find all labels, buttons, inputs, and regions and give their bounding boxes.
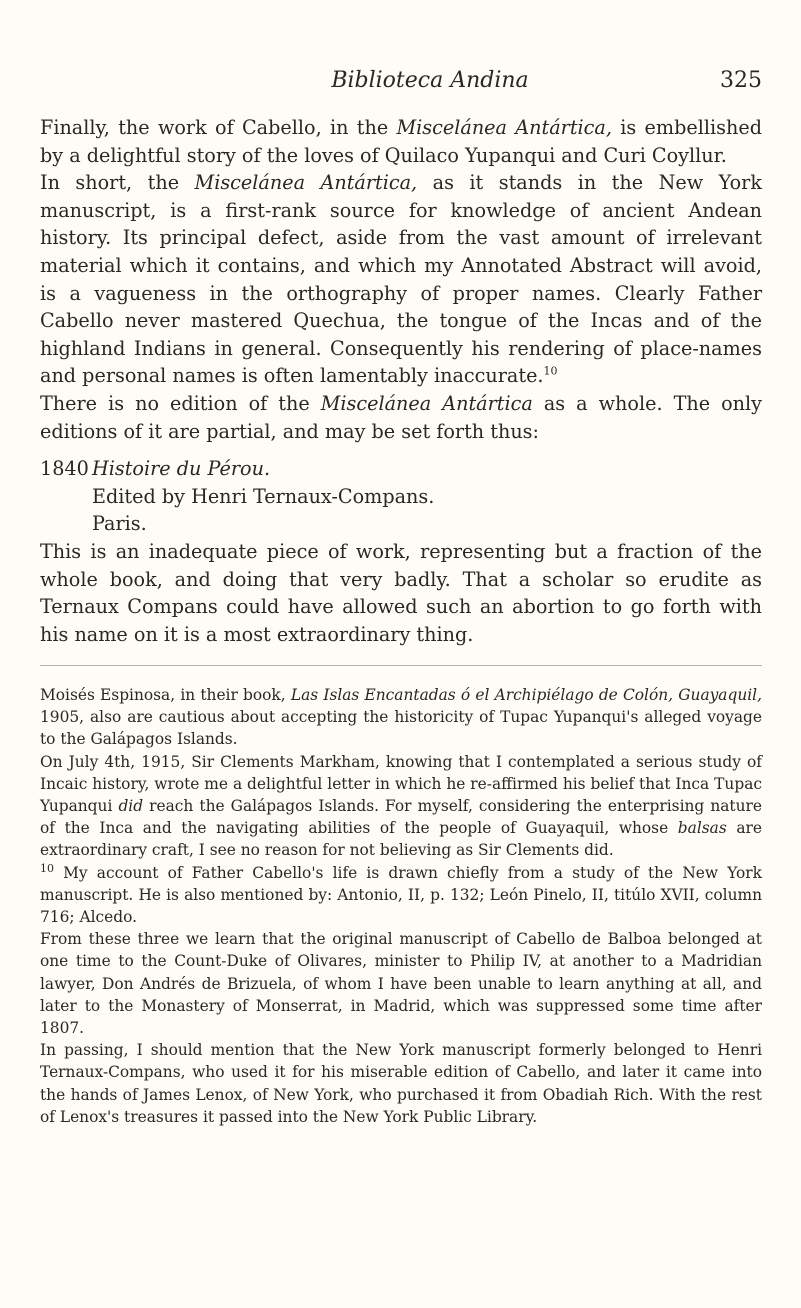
page-number: 325 <box>720 68 762 93</box>
footnote-reference: 10 <box>543 364 558 378</box>
running-title: Biblioteca Andina <box>331 68 529 93</box>
paragraph-3: There is no edition of the Miscelánea Antártica as a whole. The only editions of it are partial, and may be set forth thus: <box>40 391 762 443</box>
footnotes <box>40 684 762 1128</box>
footnote-continuation: Moisés Espinosa, in their book, Las Islas Encantadas ó el Archipiélago de Colón, Guayaquil, 1905, also are cautious about accepting the historicity of Tupac Yupanqui's alleged voyage to the Galápagos Islands. <box>40 686 762 749</box>
book-title: Miscelánea Antártica, <box>396 116 612 139</box>
paragraph-4: This is an inadequate piece of work, representing but a fraction of the whole book, and doing that very badly. That a scholar so erudite as Ternaux Compans could have allowed such an abortion to go forth with his name on it is a most extraordinary thing. <box>40 539 762 646</box>
main-text <box>40 114 762 648</box>
running-head <box>40 68 762 100</box>
paragraph-1: Finally, the work of Cabello, in the Miscelánea Antártica, is embellished by a delightful story of the loves of Quilaco Yupanqui and Curi Coyllur. <box>40 116 762 167</box>
book-title: Miscelánea Antártica <box>320 391 533 415</box>
entry-title: Histoire du Pérou. <box>92 457 271 481</box>
footnote-paragraph: In passing, I should mention that the New York manuscript formerly belonged to Henri Ternaux-Compans, who used it for his miserable edition of Cabello, and later it came into the hands of James Lenox, of New York, who purchased it from Obadiah Rich. With the rest of Lenox's treasures it passed into the New York Public Library. <box>40 1041 762 1126</box>
entry-year: 1840 <box>40 457 89 481</box>
footnote-rule <box>40 665 762 666</box>
paragraph-2: In short, the Miscelánea Antártica, as it stands in the New York manuscript, is a first-rank source for knowledge of ancient Andean history. Its principal defect, aside from the vast amount of irrelevant material which it contains, and which my Annotated Abstract will avoid, is a vagueness in the orthography of proper names. Clearly Father Cabello never mastered Quechua, the tongue of the Incas and of the highland Indians in general. Consequently his rendering of place-names and personal names is often lamentably inaccurate.$^{10}$ <box>40 171 762 388</box>
book-title: Miscelánea Antártica, <box>194 171 418 195</box>
footnote-number: 10 <box>40 861 54 875</box>
footnote-paragraph: From these three we learn that the original manuscript of Cabello de Balboa belonged at one time to the Count-Duke of Olivares, minister to Philip IV, at another to a Madridian lawyer, Don Andrés de Brizuela, of whom I have been unable to learn anything at all, and later to the Monastery of Monserrat, in Madrid, which was suppressed some time after 1807. <box>40 930 762 1038</box>
footnote-10: $^{10}$ My account of Father Cabello's life is drawn chiefly from a study of the New York manuscript. He is also mentioned by: Antonio, II, p. 132; León Pinelo, II, titúlo XVII, column 716; Alcedo. <box>40 861 762 927</box>
bibliography-entry <box>40 455 762 538</box>
entry-place: Paris. <box>92 512 147 536</box>
entry-editor: Edited by Henri Ternaux-Compans. <box>92 484 435 508</box>
footnote-paragraph: On July 4th, 1915, Sir Clements Markham, knowing that I contemplated a serious study of Incaic history, wrote me a delightful letter in which he re-affirmed his belief that Inca Tupac Yupanqui did reach the Galápagos Islands. For myself, considering the enterprising nature of the Inca and the navigating abilities of the people of Guayaquil, whose balsas are extraordinary craft, I see no reason for not believing as Sir Clements did. <box>40 752 762 860</box>
